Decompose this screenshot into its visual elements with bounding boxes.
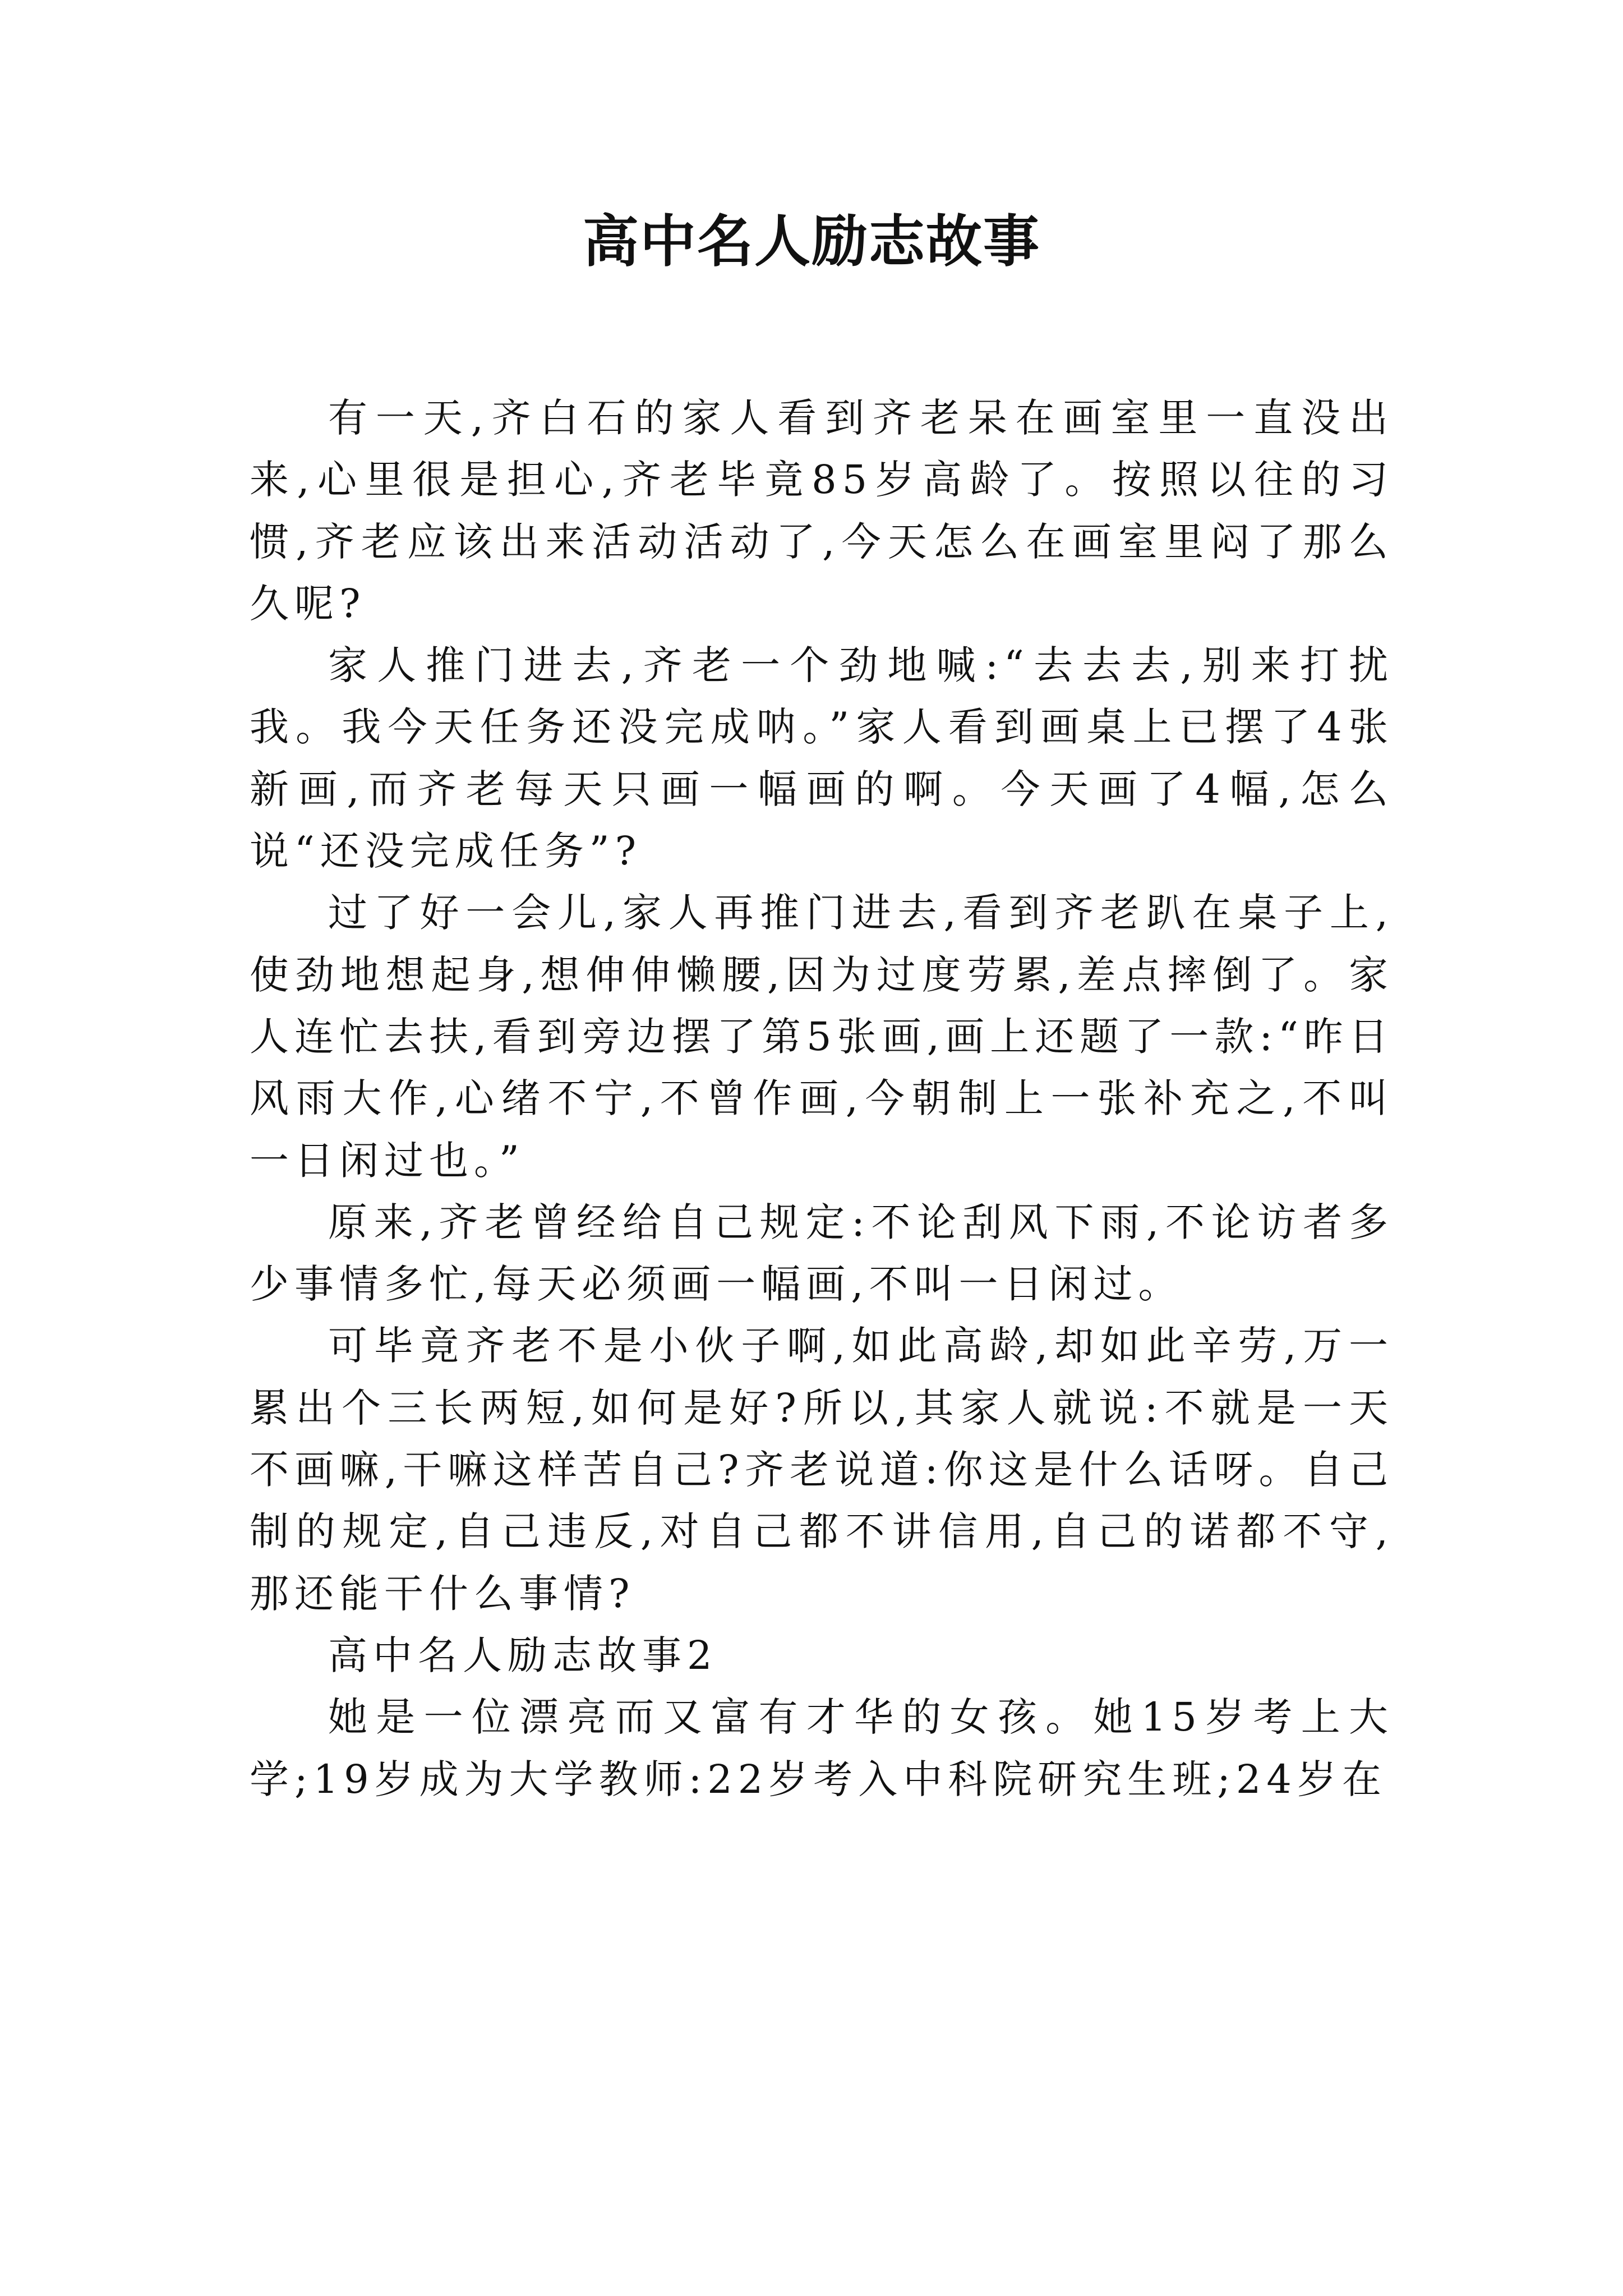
paragraph: 有一天,齐白石的家人看到齐老呆在画室里一直没出来,心里很是担心,齐老毕竟85岁高龄了。按照以往的习惯,齐老应该出来活动活动了,今天怎么在画室里闷了那么久呢? xyxy=(250,395,1394,627)
paragraph: 过了好一会儿,家人再推门进去,看到齐老趴在桌子上,使劲地想起身,想伸伸懒腰,因为过度劳累,差点摔倒了。家人连忙去扶,看到旁边摆了第5张画,画上还题了一款:“昨日风雨大作,心绪不宁,不曾作画,今朝制上一张补充之,不叫一日闲过也。” xyxy=(250,890,1394,1184)
paragraph: 家人推门进去,齐老一个劲地喊:“去去去,别来打扰我。我今天任务还没完成呐。”家人看到画桌上已摆了4张新画,而齐老每天只画一幅画的啊。今天画了4幅,怎么说“还没完成任务”? xyxy=(250,642,1394,875)
document-body xyxy=(250,387,1394,1810)
section-heading: 高中名人励志故事2 xyxy=(328,1632,718,1678)
paragraph: 她是一位漂亮而又富有才华的女孩。她15岁考上大学;19岁成为大学教师:22岁考入中科院研究生班;24岁在 xyxy=(250,1694,1394,1802)
document-title: 高中名人励志故事 xyxy=(583,208,1040,274)
paragraph: 可毕竟齐老不是小伙子啊,如此高龄,却如此辛劳,万一累出个三长两短,如何是好?所以,其家人就说:不就是一天不画嘛,干嘛这样苦自己?齐老说道:你这是什么话呀。自己制的规定,自己违反,对自己都不讲信用,自己的诺都不守,那还能干什么事情? xyxy=(250,1323,1394,1617)
paragraph: 原来,齐老曾经给自己规定:不论刮风下雨,不论访者多少事情多忙,每天必须画一幅画,不叫一日闲过。 xyxy=(250,1199,1394,1308)
